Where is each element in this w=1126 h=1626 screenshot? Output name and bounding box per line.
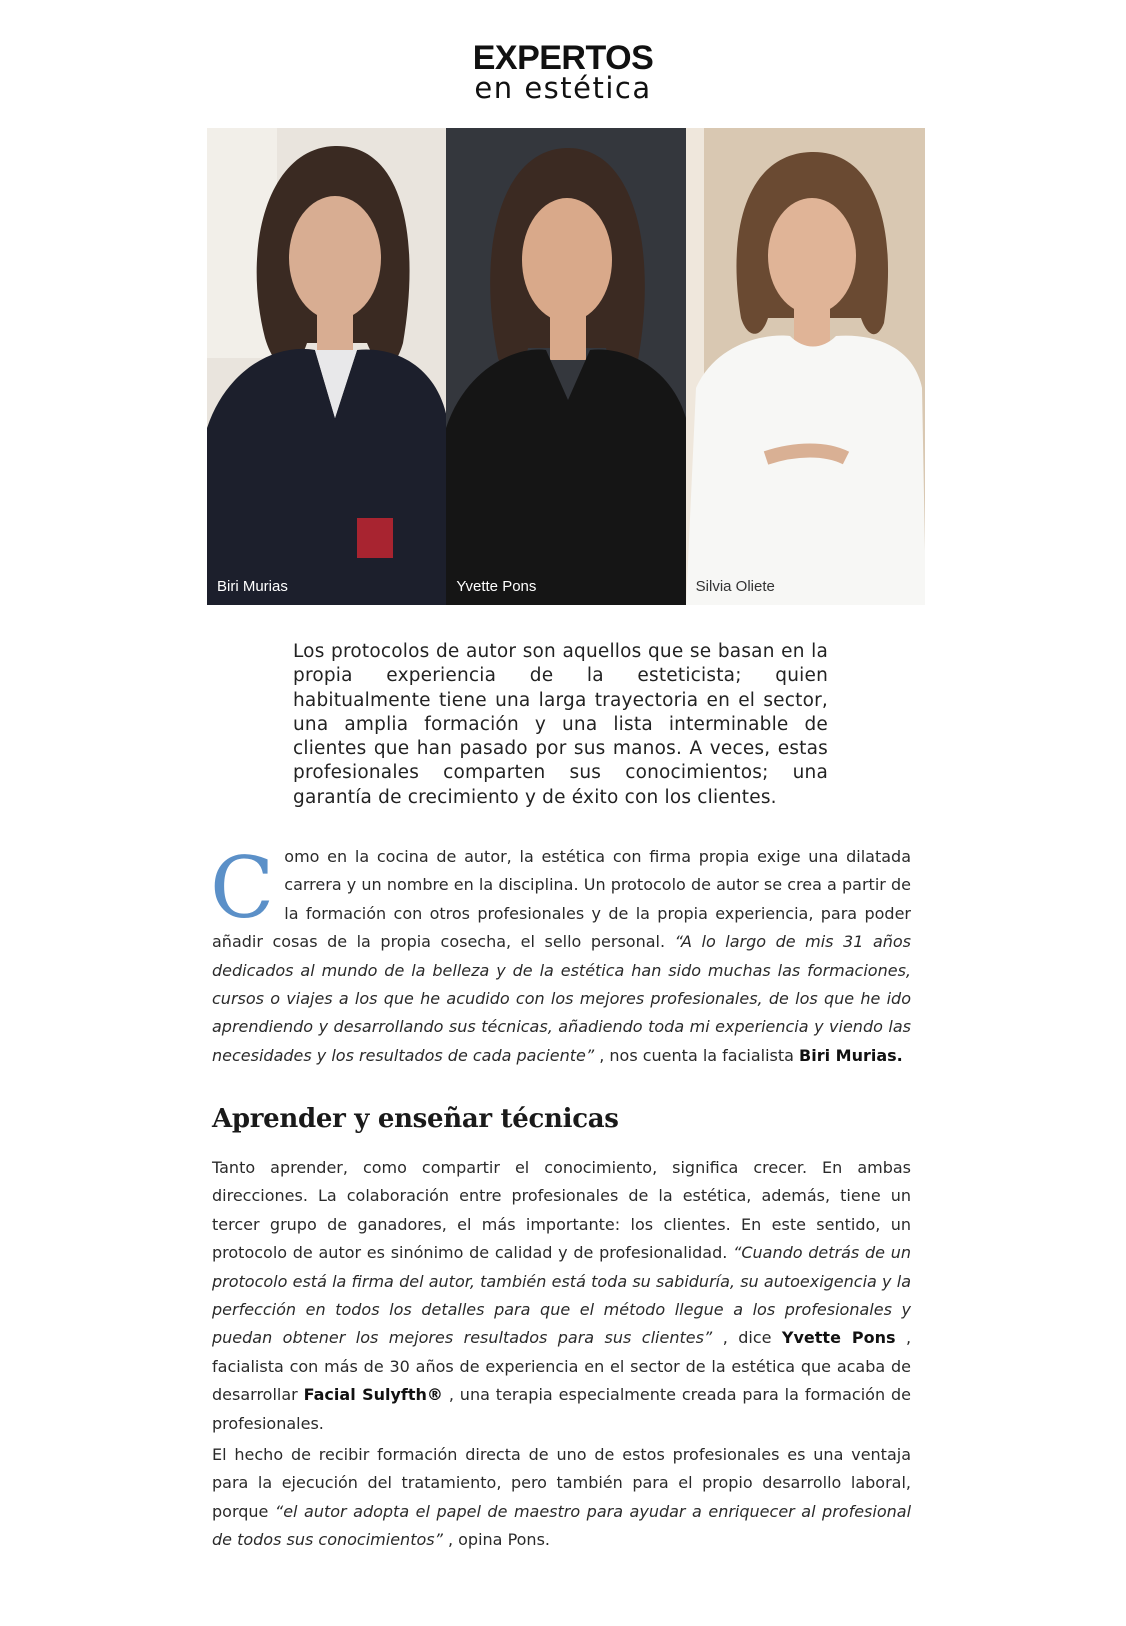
portrait-silvia-oliete xyxy=(686,128,925,605)
paragraph-text-after: , dice xyxy=(722,1328,782,1348)
paragraph-text-end: , opina Pons. xyxy=(447,1530,550,1550)
paragraph-text: El hecho de recibir formación directa de uno de estos profesionales es una ventaja para la ejecución del tratamiento, pero también para el propio desarrollo laboral, porque xyxy=(212,1445,911,1521)
portrait-caption: Silvia Oliete xyxy=(695,578,775,595)
quote-text: “Cuando detrás de un protocolo está la firma del autor, también está toda su sabiduría, su autoexigencia y la perfección en todos los detalles para que el método llegue a los profesionales y puedan obtener los mejores resultados para sus clientes” xyxy=(212,1243,911,1348)
masthead-title: EXPERTOS xyxy=(472,39,654,77)
lead-paragraph: Los protocolos de autor son aquellos que se basan en la propia experiencia de la esteticista; quien habitualmente tiene una larga trayectoria en el sector, una amplia formación y una lista interminable de clientes que han pasado por sus manos. A veces, estas profesionales comparten sus conocimientos; una garantía de crecimiento y de éxito con los clientes. xyxy=(293,641,828,808)
portrait-photo xyxy=(446,128,685,605)
paragraph-text-mid: , facialista con más de 30 años de experiencia en el sector de la estética que acaba de desarrollar xyxy=(212,1328,912,1405)
section-heading: Aprender y enseñar técnicas xyxy=(212,1104,619,1134)
portrait-biri-murias xyxy=(207,128,446,605)
masthead-logo xyxy=(0,39,1126,105)
portrait-yvette-pons xyxy=(446,128,685,605)
body-paragraph-3 xyxy=(212,1441,911,1555)
photo-neck xyxy=(550,310,586,360)
masthead-subtitle: en estética xyxy=(474,71,652,105)
paragraph-text: omo en la cocina de autor, la estética con firma propia exige una dilatada carrera y un nombre en la disciplina. Un protocolo de autor se crea a partir de la formación con otros profesionales y de la propia experiencia, para poder añadir cosas de la propia cosecha, el sello personal. xyxy=(212,847,911,952)
photo-face xyxy=(522,198,612,322)
drop-cap: C xyxy=(210,839,275,937)
portrait-photo xyxy=(207,128,446,605)
quote-text: “el autor adopta el papel de maestro para ayudar a enriquecer al profesional de todos sus conocimientos” xyxy=(212,1501,912,1550)
portrait-caption: Yvette Pons xyxy=(456,578,537,595)
product-name: Facial Sulyfth® xyxy=(303,1385,443,1405)
body-paragraph-1 xyxy=(210,839,912,1070)
photo-clothes xyxy=(686,336,925,605)
quote-text: “A lo largo de mis 31 años dedicados al mundo de la belleza y de la estética han sido muchas las formaciones, cursos o viajes a los que he acudido con los mejores profesionales, de los que he ido aprendiendo y desarrollando sus técnicas, añadiendo toda mi experiencia y viendo las necesidades y los resultados de cada paciente” xyxy=(212,932,912,1065)
portrait-strip xyxy=(207,128,925,605)
paragraph-text-end: , una terapia especialmente creada para la formación de profesionales. xyxy=(212,1385,912,1433)
body-paragraph-2 xyxy=(212,1154,911,1438)
photo-face xyxy=(768,198,856,314)
portrait-caption: Biri Murias xyxy=(217,578,288,595)
portrait-photo xyxy=(686,128,925,605)
photo-face xyxy=(289,196,381,320)
person-name: Biri Murias. xyxy=(799,1045,903,1065)
person-name: Yvette Pons xyxy=(781,1328,896,1348)
photo-neck xyxy=(317,308,353,354)
paragraph-text: Tanto aprender, como compartir el conocimiento, significa crecer. En ambas direcciones. La colaboración entre profesionales de la estética, además, tiene un tercer grupo de ganadores, el más importante: los clientes. En este sentido, un protocolo de autor es sinónimo de calidad y de profesionalidad. xyxy=(212,1158,911,1263)
paragraph-text-after: , nos cuenta la facialista xyxy=(599,1045,800,1065)
